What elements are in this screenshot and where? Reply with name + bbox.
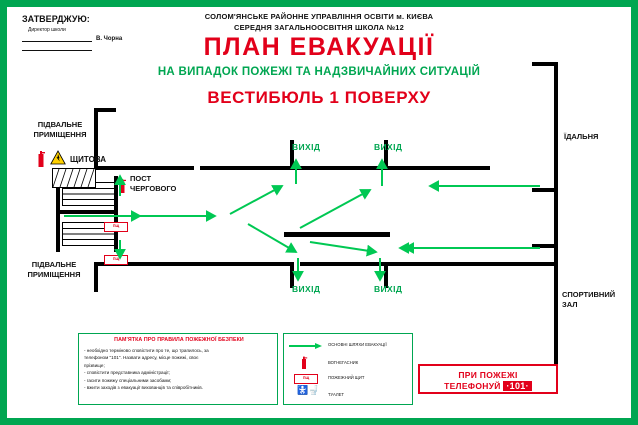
memo-item-2: телефоном "101". Назвати адресу, місце пожежі, своє — [84, 355, 199, 361]
fire-extinguisher-icon — [36, 150, 46, 173]
wall-corridor-top-left — [94, 166, 194, 170]
fire-safety-memo — [78, 333, 278, 405]
exit-label-bottom-left: ВИХІД — [292, 284, 321, 294]
label-sport-hall: СПОРТИВНИЙ ЗАЛ — [562, 290, 616, 309]
memo-item-4: - сповістити представника адміністрації; — [84, 370, 170, 376]
memo-title: ПАМ'ЯТКА ПРО ПРАВИЛА ПОЖЕЖНОЇ БЕЗПЕКИ — [114, 337, 244, 343]
page-subtitle: НА ВИПАДОК ПОЖЕЖІ ТА НАДЗВИЧАЙНИХ СИТУАЦІЙ — [157, 66, 481, 78]
wall-divider-dining — [532, 188, 558, 192]
memo-item-5: - гасити пожежу спеціальними засобами; — [84, 377, 172, 383]
wall-corridor-top — [200, 166, 490, 170]
approve-label: ЗАТВЕРДЖУЮ: — [22, 14, 90, 24]
emergency-call-line1: ПРИ ПОЖЕЖІ — [458, 370, 518, 380]
legend-arrow-icon — [289, 342, 323, 350]
legend-label-route: ОСНОВНІ ШЛЯХИ ЕВАКУАЦІЇ — [328, 342, 387, 347]
exit-label-top-left: ВИХІД — [292, 142, 321, 152]
wall-cap-right-top — [532, 62, 558, 66]
wall-vertical-right — [554, 62, 558, 392]
wall-cap-left-top — [94, 108, 116, 112]
legend-label-toilet: ТУАЛЕТ — [328, 392, 344, 397]
fire-extinguisher-icon-duty — [118, 178, 127, 199]
legend-fire-panel-icon: ПЩ — [294, 374, 318, 384]
wall-corridor-bottom-right — [300, 262, 558, 266]
floor-title: ВЕСТИБЮЛЬ 1 ПОВЕРХУ — [207, 88, 431, 107]
label-basement-bottom: ПІДВАЛЬНЕ ПРИМІЩЕННЯ — [27, 260, 81, 279]
memo-item-1: - необхідно терміново сповістити про те, що трапилось, за — [84, 348, 209, 353]
emergency-call-prefix: ТЕЛЕФОНУЙ — [444, 381, 501, 391]
wall-stairwell-middle — [56, 210, 118, 214]
exit-label-bottom-right: ВИХІД — [374, 284, 403, 294]
label-basement-top: ПІДВАЛЬНЕ ПРИМІЩЕННЯ — [33, 120, 87, 139]
org-line-2: СЕРЕДНЯ ЗАГАЛЬНООСВІТНЯ ШКОЛА №12 — [233, 23, 404, 32]
memo-item-3: прізвище; — [84, 362, 105, 368]
electrical-panel-box — [52, 168, 96, 188]
legend-label-extinguisher: ВОГНЕГАСНИК — [328, 360, 359, 365]
memo-item-6: - вжити заходів з евакуації вихованців та співробітників. — [84, 385, 204, 391]
wall-island-center — [284, 232, 390, 237]
fire-panel-marker-1: ПЩ — [104, 222, 128, 232]
org-line-1: СОЛОМ'ЯНСЬКЕ РАЙОННЕ УПРАВЛІННЯ ОСВІТИ м. КИЄВА — [204, 12, 434, 21]
wall-vertical-left-bottom — [94, 262, 98, 292]
warning-triangle-icon — [50, 150, 66, 170]
symbol-legend — [283, 333, 413, 405]
electrical-panel-hatching — [53, 169, 95, 187]
exit-label-top-right: ВИХІД — [374, 142, 403, 152]
label-shield: ЩИТОВА — [70, 155, 106, 164]
toilet-icon: 🚼🚽 — [297, 385, 320, 395]
emergency-call-box — [418, 364, 558, 394]
emergency-call-number: ·101· — [503, 381, 532, 391]
label-duty-post: ПОСТ ЧЕРГОВОГО — [130, 174, 177, 193]
emergency-call-line2 — [420, 381, 556, 391]
legend-extinguisher-icon — [300, 356, 308, 370]
legend-label-panel: ПОЖЕЖНИЙ ЩИТ — [328, 375, 365, 380]
memo-items — [84, 347, 276, 391]
approve-name: В. Чорна — [96, 36, 123, 42]
page-title: ПЛАН ЕВАКУАЦІЇ — [203, 33, 435, 61]
label-dining: ЇДАЛЬНЯ — [564, 132, 599, 141]
approve-subtitle: Директор школи — [28, 27, 66, 33]
wall-divider-sport — [532, 244, 558, 248]
fire-panel-marker-2: ПЩ — [104, 255, 128, 265]
